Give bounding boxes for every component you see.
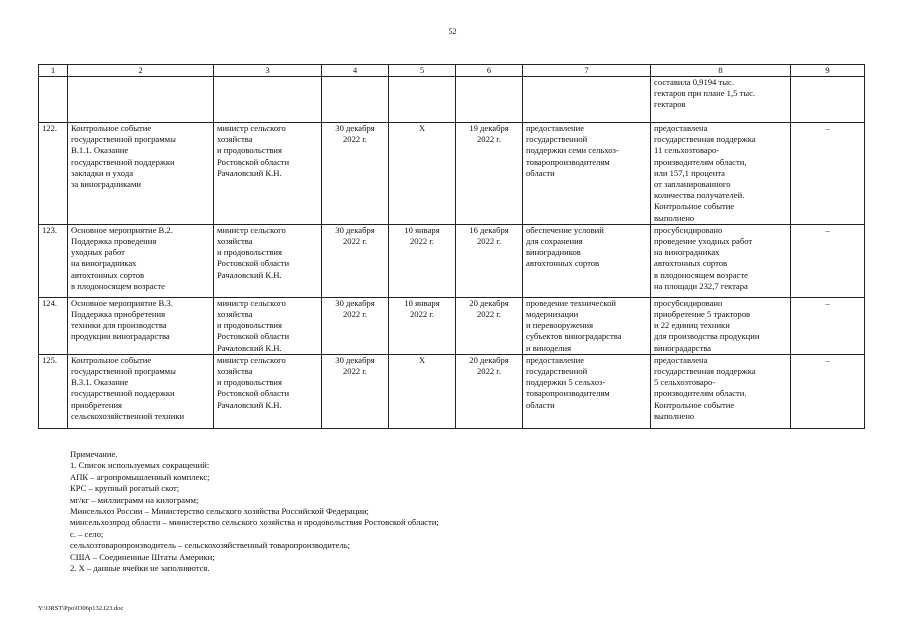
cell-end-date: 20 декабря 2022 г. xyxy=(456,297,523,354)
table-row xyxy=(39,297,865,354)
note-line: Минсельхоз России – Министерство сельского хозяйства Российской Федерации; xyxy=(70,506,369,517)
cell-planned-result: проведение технической модернизации и перевооружения субъектов виноградарства и виноделия xyxy=(523,297,651,354)
note-line: мг/кг – миллиграмм на килограмм; xyxy=(70,494,199,505)
table-header-row xyxy=(39,65,865,77)
cell-executor: министр сельского хозяйства и продовольствия Ростовской области Рачаловский К.Н. xyxy=(214,123,322,225)
cell xyxy=(68,77,214,123)
cell-num: 123. xyxy=(39,224,68,297)
cell-planned-result: предоставление государственной поддержки семи сельхоз- товаропроизводителям области xyxy=(523,123,651,225)
note-line: 2. X – данные ячейки не заполняются. xyxy=(70,563,210,574)
cell-actual-result: просубсидировано приобретение 5 тракторов и 22 единиц техники для производства продукции виноградарства xyxy=(651,297,791,354)
cell-planned-result: обеспечение условий для сохранения виноградников автохтонных сортов xyxy=(523,224,651,297)
header-cell: 5 xyxy=(389,65,456,77)
table-row xyxy=(39,354,865,428)
cell-actual-result: предоставлена государственная поддержка 11 сельхозтоваро- производителям области, или 157,1 процента от запланированного количества получателей. Контрольное событие выполнено xyxy=(651,123,791,225)
note-line: АПК – агропромышленный комплекс; xyxy=(70,471,210,482)
header-cell: 8 xyxy=(651,65,791,77)
cell-actual-result: просубсидировано проведение уходных работ на виноградниках автохтонных сортов в плодоносящем возрасте на площади 232,7 гектара xyxy=(651,224,791,297)
cell xyxy=(39,77,68,123)
cell-plan-date: 30 декабря 2022 г. xyxy=(322,354,389,428)
cell-num: 122. xyxy=(39,123,68,225)
cell-executor: министр сельского хозяйства и продовольствия Ростовской области Рачаловский К.Н. xyxy=(214,224,322,297)
cell-end-date: 20 декабря 2022 г. xyxy=(456,354,523,428)
note-line: с. – село; xyxy=(70,528,104,539)
cell-reason: – xyxy=(791,123,865,225)
header-cell: 2 xyxy=(68,65,214,77)
cell-name: Основное мероприятие В.3. Поддержка приобретения техники для производства продукции виноградарства xyxy=(68,297,214,354)
cell-planned-result: предоставление государственной поддержки 5 сельхоз- товаропроизводителям области xyxy=(523,354,651,428)
page-number: 52 xyxy=(448,27,457,36)
cell-name: Контрольное событие государственной программы В.3.1. Оказание государственной поддержки приобретения сельскохозяйственной техники xyxy=(68,354,214,428)
cell-start-date: 10 января 2022 г. xyxy=(389,297,456,354)
cell-num: 124. xyxy=(39,297,68,354)
header-cell: 7 xyxy=(523,65,651,77)
cell-plan-date: 30 декабря 2022 г. xyxy=(322,123,389,225)
note-line: сельхозтоваропроизводитель – сельскохозяйственный товаропроизводитель; xyxy=(70,540,351,551)
cell-end-date: 16 декабря 2022 г. xyxy=(456,224,523,297)
cell-plan-date: 30 декабря 2022 г. xyxy=(322,297,389,354)
cell xyxy=(523,77,651,123)
header-cell: 9 xyxy=(791,65,865,77)
cell xyxy=(389,77,456,123)
note-line: Примечание. xyxy=(70,449,118,459)
cell-plan-date: 30 декабря 2022 г. xyxy=(322,224,389,297)
note-line: США – Соединенные Штаты Америки; xyxy=(70,551,215,562)
cell-actual-result: предоставлена государственная поддержка 5 сельхозтоваро- производителям области. Контрольное событие выполнено xyxy=(651,354,791,428)
cell-reason: – xyxy=(791,297,865,354)
header-cell: 6 xyxy=(456,65,523,77)
file-path-footer: Y:\ORST\Ppo\0306p132.f23.doc xyxy=(38,605,124,612)
note-line: 1. Список используемых сокращений: xyxy=(70,460,210,471)
table-row-continuation xyxy=(39,77,865,123)
cell-reason: – xyxy=(791,354,865,428)
header-cell: 1 xyxy=(39,65,68,77)
cell-start-date: X xyxy=(389,123,456,225)
cell-num: 125. xyxy=(39,354,68,428)
note-line: КРС – крупный рогатый скот; xyxy=(70,483,180,494)
table-row xyxy=(39,123,865,225)
cell-name: Контрольное событие государственной программы В.1.1. Оказание государственной поддержки закладки и ухода за виноградниками xyxy=(68,123,214,225)
cell-start-date: X xyxy=(389,354,456,428)
cell xyxy=(791,77,865,123)
cell-actual-result: составила 0,9194 тыс. гектаров при плане 1,5 тыс. гектаров xyxy=(651,77,791,123)
table-row xyxy=(39,224,865,297)
cell-end-date: 19 декабря 2022 г. xyxy=(456,123,523,225)
cell xyxy=(214,77,322,123)
cell-executor: министр сельского хозяйства и продовольствия Ростовской области Рачаловский К.Н. xyxy=(214,354,322,428)
results-table xyxy=(38,64,865,429)
cell-name: Основное мероприятие В.2. Поддержка проведения уходных работ на виноградниках автохтонных сортов в плодоносящем возрасте xyxy=(68,224,214,297)
notes-section xyxy=(70,449,850,574)
cell xyxy=(456,77,523,123)
header-cell: 3 xyxy=(214,65,322,77)
cell xyxy=(322,77,389,123)
header-cell: 4 xyxy=(322,65,389,77)
cell-executor: министр сельского хозяйства и продовольствия Ростовской области Рачаловский К.Н. xyxy=(214,297,322,354)
note-line: минсельхозпрод области – министерство сельского хозяйства и продовольствия Ростовской области; xyxy=(70,517,439,528)
cell-reason: – xyxy=(791,224,865,297)
cell-start-date: 10 января 2022 г. xyxy=(389,224,456,297)
